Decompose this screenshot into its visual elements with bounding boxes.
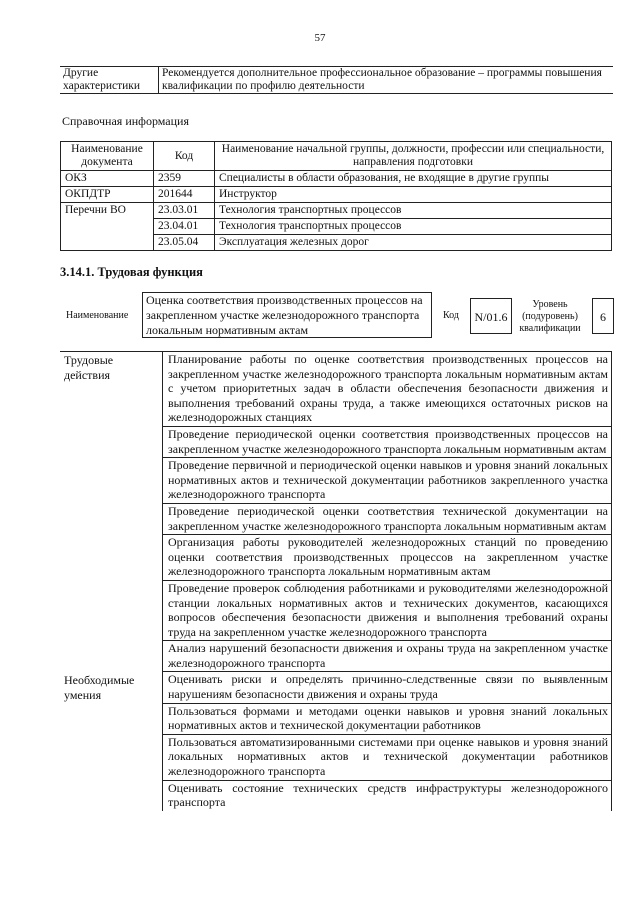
ref-doc: ОКПДТР: [61, 187, 154, 203]
skill-item: Оценивать состояние технических средств инфраструктуры железнодорожного транспорта: [163, 780, 612, 811]
labor-function-table: [60, 351, 612, 811]
ref-name: Технология транспортных процессов: [215, 219, 612, 235]
other-characteristics-table: [60, 66, 613, 94]
ref-name: Инструктор: [215, 187, 612, 203]
function-name: Оценка соответствия производственных процессов на закрепленном участке железнодорожного транспорта локальным нормативным актам: [142, 292, 432, 338]
function-code-label: Код: [443, 310, 459, 321]
other-characteristics-label: Другие характеристики: [60, 67, 159, 94]
ref-code: 23.05.04: [154, 235, 215, 251]
other-characteristics-text: Рекомендуется дополнительное профессиональное образование – программы повышения квалификации по профилю деятельности: [159, 67, 614, 94]
skills-label: Необходимые умения: [60, 672, 163, 811]
ref-name: Специалисты в области образования, не входящие в другие группы: [215, 171, 612, 187]
table-row: [61, 187, 612, 203]
function-name-label: Наименование: [66, 310, 129, 321]
skill-item: Пользоваться автоматизированными системами при оценке навыков и уровня знаний локальных нормативных актов и технической документации работников железнодорожного транспорта: [163, 734, 612, 780]
action-item: Проведение периодической оценки соответствия технической документации на закрепленном участке железнодорожного транспорта локальным нормативным актам: [163, 503, 612, 534]
ref-name: Технология транспортных процессов: [215, 203, 612, 219]
function-level-label: Уровень (подуровень) квалификации: [519, 299, 581, 334]
reference-title: Справочная информация: [62, 114, 189, 128]
skill-item: Пользоваться формами и методами оценки навыков и уровня знаний локальных нормативных актов и технической документации работников: [163, 703, 612, 734]
ref-code: 201644: [154, 187, 215, 203]
ref-name: Эксплуатация железных дорог: [215, 235, 612, 251]
action-item: Организация работы руководителей железнодорожных станций по проведению оценки соответствия производственных процессов на закрепленном участке железнодорожного транспорта локальным нормативным актам: [163, 535, 612, 581]
page-number: 57: [314, 32, 326, 44]
ref-code: 23.04.01: [154, 219, 215, 235]
actions-label: Трудовые действия: [60, 352, 163, 672]
ref-doc: Перечни ВО: [61, 203, 154, 251]
reference-header-row: [61, 142, 612, 171]
section-title: 3.14.1. Трудовая функция: [60, 265, 203, 279]
ref-code: 23.03.01: [154, 203, 215, 219]
table-row: [60, 672, 612, 703]
table-row: [60, 67, 613, 94]
action-item: Проведение первичной и периодической оценки навыков и уровня знаний локальных нормативных актов и технической документации работников закрепленного участка железнодорожного транспорта: [163, 458, 612, 504]
header-description: Наименование начальной группы, должности, профессии или специальности, направления подготовки: [215, 142, 612, 171]
skill-item: Оценивать риски и определять причинно-следственные связи по выявленным нарушениям безопасности движения и охраны труда: [163, 672, 612, 703]
reference-table: [60, 141, 612, 251]
action-item: Анализ нарушений безопасности движения и охраны труда на закрепленном участке железнодорожного транспорта: [163, 641, 612, 672]
ref-doc: ОКЗ: [61, 171, 154, 187]
header-doc-name: Наименование документа: [61, 142, 154, 171]
table-row: [61, 171, 612, 187]
function-level: 6: [592, 298, 614, 334]
action-item: Планирование работы по оценке соответствия производственных процессов на закрепленном участке железнодорожного транспорта локальным нормативным актам с учетом приоритетных задач в области обеспечения безопасности движения и выполнения требований охраны труда, а также имеющихся остаточных рисков на железнодорожных станциях: [163, 352, 612, 427]
ref-code: 2359: [154, 171, 215, 187]
function-code: N/01.6: [470, 298, 512, 334]
table-row: [61, 203, 612, 219]
action-item: Проведение периодической оценки соответствия производственных процессов на закрепленном участке железнодорожного транспорта локальным нормативным актам: [163, 426, 612, 457]
header-code: Код: [154, 142, 215, 171]
action-item: Проведение проверок соблюдения работниками и руководителями железнодорожной станции локальных нормативных актов и технических документов, касающихся вопросов обеспечения безопасности движения и выполнения требований охраны труда на закрепленном участке железнодорожного транспорта: [163, 580, 612, 640]
table-row: [60, 352, 612, 427]
